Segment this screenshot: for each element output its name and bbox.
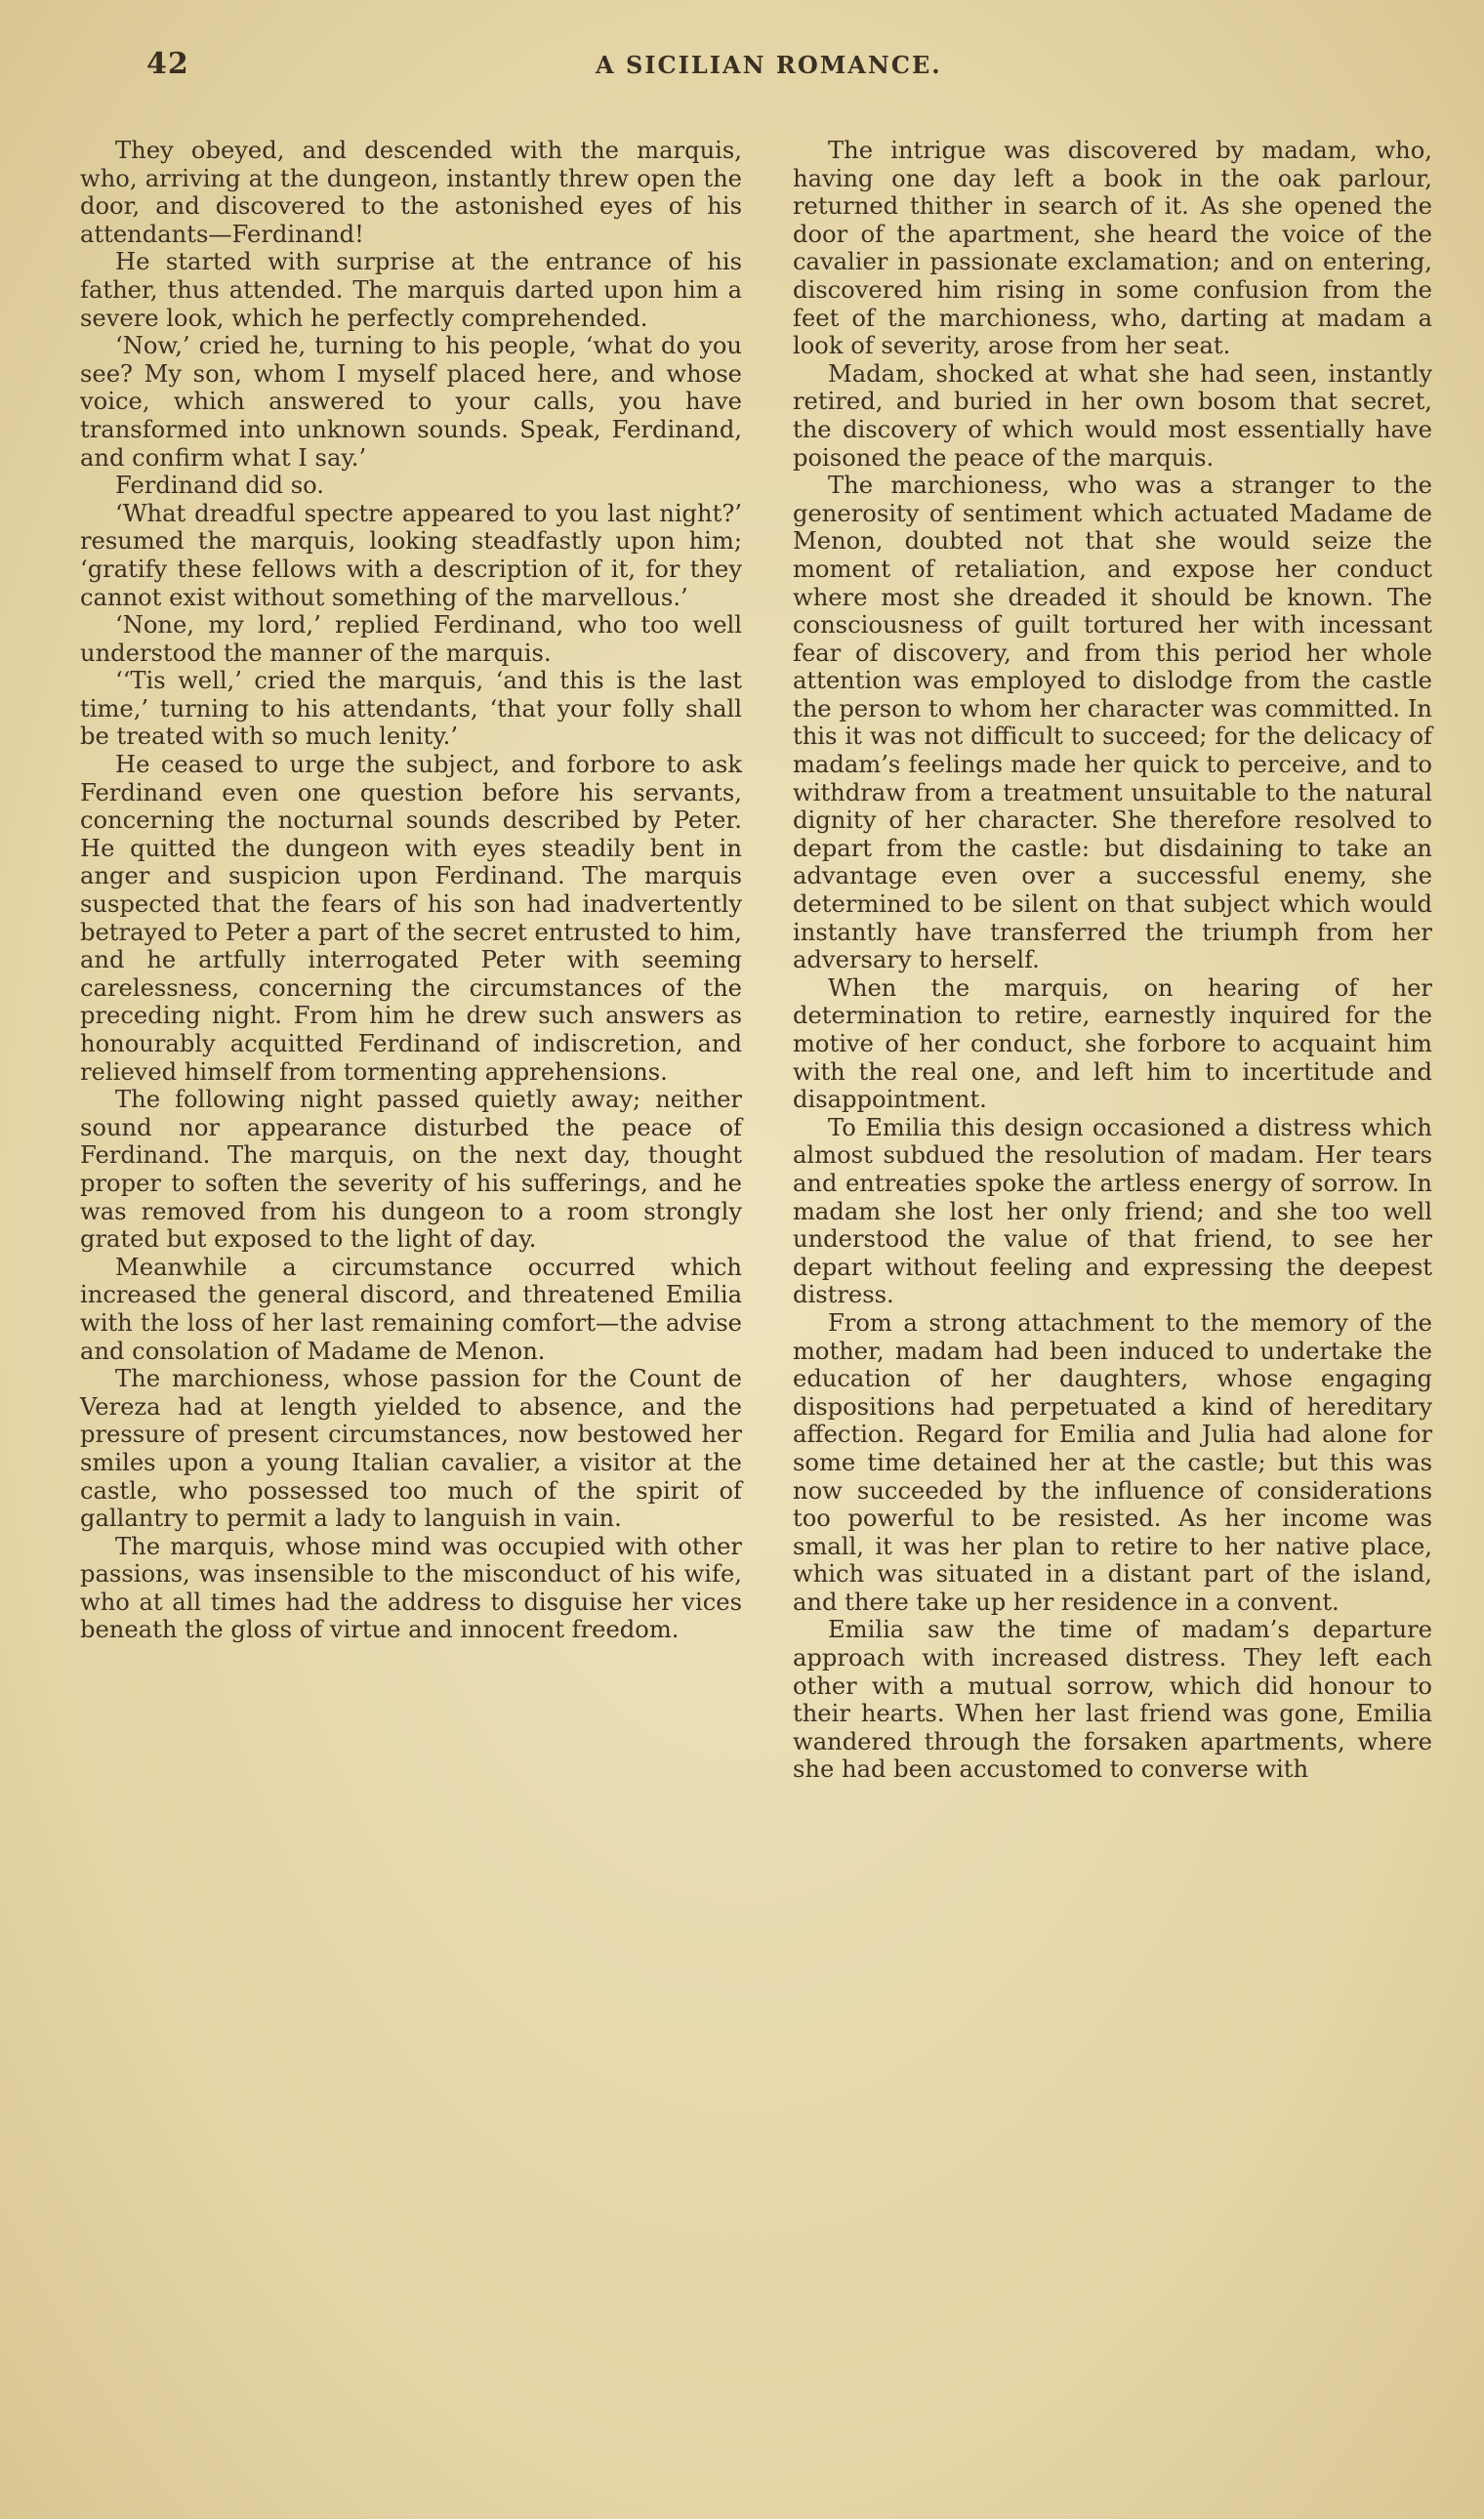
- paragraph: The marchioness, whose passion for the Count de Vereza had at length yielded to absence, and the pressure of present circumstances, now bestowed her smiles upon a young Italian cavalier, a visitor at the castle, who possessed too much of the spirit of gallantry to permit a lady to languish in vain.: [80, 1365, 742, 1533]
- paragraph: The intrigue was discovered by madam, who, having one day left a book in the oak parlour, returned thither in search of it. As she opened the door of the apartment, she heard the voice of the cavalier in passionate exclamation; and on entering, discovered him rising in some confusion from the feet of the marchioness, who, darting at madam a look of severity, arose from her seat.: [793, 137, 1432, 360]
- paragraph: He started with surprise at the entrance of his father, thus attended. The marquis darted upon him a severe look, which he perfectly comprehended.: [80, 248, 742, 332]
- paragraph: The following night passed quietly away; neither sound nor appearance disturbed the peace of Ferdinand. The marquis, on the next day, thought proper to soften the severity of his sufferings, and he was removed from his dungeon to a room strongly grated but exposed to the light of day.: [80, 1086, 742, 1254]
- page-number: 42: [146, 47, 189, 81]
- paragraph: From a strong attachment to the memory of the mother, madam had been induced to undertake the education of her daughters, whose engaging dispositions had perpetuated a kind of hereditary affection. Regard for Emilia and Julia had alone for some time detained her at the castle; but this was now succeeded by the influence of considerations too powerful to be resisted. As her income was small, it was her plan to retire to her native place, which was situated in a distant part of the island, and there take up her residence in a convent.: [793, 1308, 1432, 1616]
- left-column: [80, 137, 742, 1644]
- paragraph: Emilia saw the time of madam’s departure approach with increased distress. They left each other with a mutual sorrow, which did honour to their hearts. When her last friend was gone, Emilia wandered through the forsaken apartments, where she had been accustomed to converse with: [793, 1616, 1432, 1784]
- paragraph: ‘Now,’ cried he, turning to his people, ‘what do you see? My son, whom I myself placed here, and whose voice, which answered to your calls, you have transformed into unknown sounds. Speak, Ferdinand, and confirm what I say.’: [80, 332, 742, 472]
- paragraph: The marchioness, who was a stranger to the generosity of sentiment which actuated Madame de Menon, doubted not that she would seize the moment of retaliation, and expose her conduct where most she dreaded it should be known. The consciousness of guilt tortured her with incessant fear of discovery, and from this period her whole attention was employed to dislodge from the castle the person to whom her character was committed. In this it was not difficult to succeed; for the delicacy of madam’s feelings made her quick to perceive, and to withdraw from a treatment unsuitable to the natural dignity of her character. She therefore resolved to depart from the castle: but disdaining to take an advantage even over a successful enemy, she determined to be silent on that subject which would instantly have transferred the triumph from her adversary to herself.: [793, 472, 1432, 974]
- running-title: A SICILIAN ROMANCE.: [596, 51, 942, 79]
- paragraph: Meanwhile a circumstance occurred which increased the general discord, and threatened Emilia with the loss of her last remaining comfort—the advise and consolation of Madame de Menon.: [80, 1253, 742, 1365]
- paragraph: ‘‘Tis well,’ cried the marquis, ‘and this is the last time,’ turning to his attendants, ‘that your folly shall be treated with so much lenity.’: [80, 667, 742, 751]
- right-column: [793, 137, 1432, 1784]
- paragraph: ‘None, my lord,’ replied Ferdinand, who too well understood the manner of the marquis.: [80, 611, 742, 667]
- paragraph: He ceased to urge the subject, and forbore to ask Ferdinand even one question before his servants, concerning the nocturnal sounds described by Peter. He quitted the dungeon with eyes steadily bent in anger and suspicion upon Ferdinand. The marquis suspected that the fears of his son had inadvertently betrayed to Peter a part of the secret entrusted to him, and he artfully interrogated Peter with seeming carelessness, concerning the circumstances of the preceding night. From him he drew such answers as honourably acquitted Ferdinand of indiscretion, and relieved himself from tormenting apprehensions.: [80, 751, 742, 1086]
- paragraph: When the marquis, on hearing of her determination to retire, earnestly inquired for the motive of her conduct, she forbore to acquaint him with the real one, and left him to incertitude and disappointment.: [793, 973, 1432, 1114]
- paragraph: ‘What dreadful spectre appeared to you last night?’ resumed the marquis, looking steadfastly upon him; ‘gratify these fellows with a description of it, for they cannot exist without something of the marvellous.’: [80, 499, 742, 611]
- paragraph: They obeyed, and descended with the marquis, who, arriving at the dungeon, instantly threw open the door, and discovered to the astonished eyes of his attendants—Ferdinand!: [80, 137, 742, 248]
- paragraph: The marquis, whose mind was occupied with other passions, was insensible to the misconduct of his wife, who at all times had the address to disguise her vices beneath the gloss of virtue and innocent freedom.: [80, 1532, 742, 1644]
- page-header: [0, 47, 1484, 86]
- paragraph: Ferdinand did so.: [115, 472, 324, 500]
- paragraph: To Emilia this design occasioned a distress which almost subdued the resolution of madam. Her tears and entreaties spoke the artless energy of sorrow. In madam she lost her only friend; and she too well understood the value of that friend, to see her depart without feeling and expressing the deepest distress.: [793, 1113, 1432, 1309]
- paragraph: Madam, shocked at what she had seen, instantly retired, and buried in her own bosom that secret, the discovery of which would most essentially have poisoned the peace of the marquis.: [793, 359, 1432, 472]
